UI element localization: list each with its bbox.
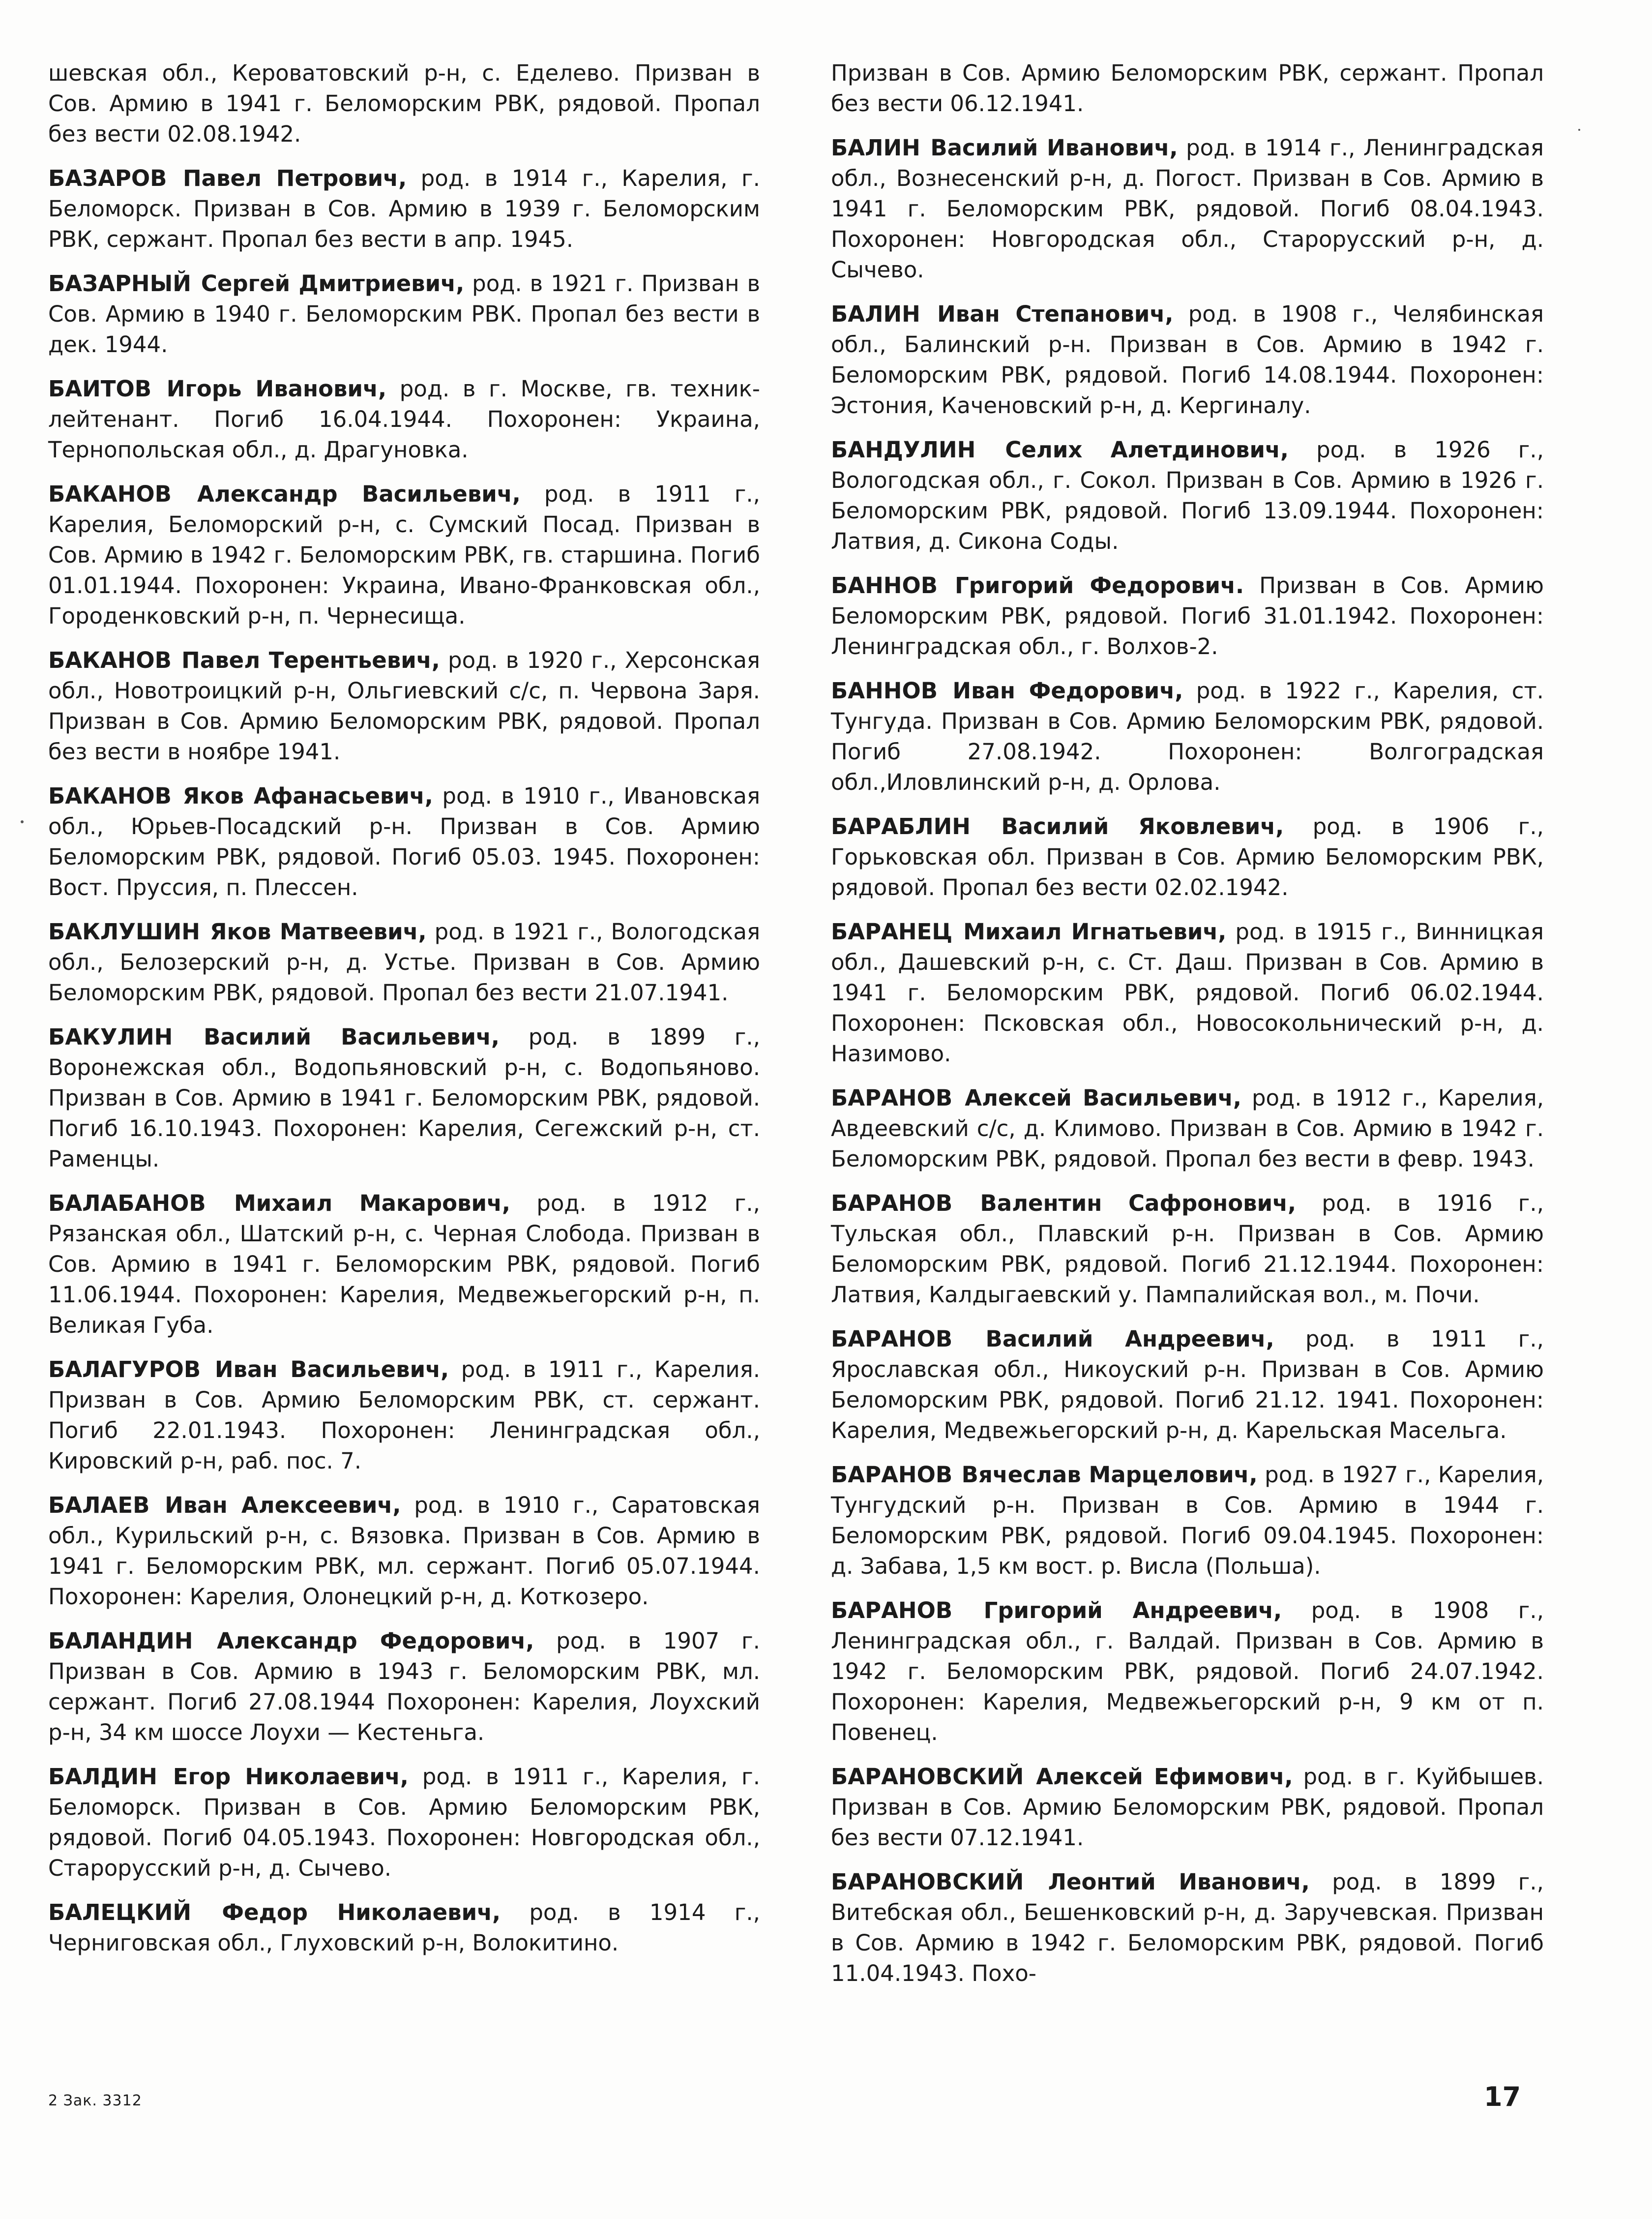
entry-surname: БАЛАНДИН [48,1628,193,1654]
entry-given-names: Сергей Дмитриевич, [201,270,465,297]
register-entry [831,299,1544,421]
entry-details: шевская обл., Кероватовский р-н, с. Еделево. Призван в Сов. Армию в 1941 г. Беломорским РВК, рядовой. Пропал без вести 02.08.1942. [48,60,760,147]
entry-given-names: Василий Андреевич, [985,1326,1274,1352]
register-entry [831,1595,1544,1748]
entry-surname: БАКУЛИН [48,1024,173,1050]
register-entry-continuation [48,58,760,150]
print-speck [21,820,24,823]
entry-details: род. в г. Куйбышев. Призван в Сов. Армию Беломорским РВК, рядовой. Пропал без вести 07.12.1941. [831,1764,1544,1851]
register-entry [831,1867,1544,1989]
register-entry [48,917,760,1008]
entry-details: род. в 1906 г., Горьковская обл. Призван в Сов. Армию Беломорским РВК, рядовой. Пропал без вести 02.02.1942. [831,813,1544,900]
entry-surname: БАРАНОВСКИЙ [831,1764,1024,1790]
entry-details: род. в 1908 г., Челябинская обл., Балинский р-н. Призван в Сов. Армию в 1942 г. Беломорским РВК, рядовой. Погиб 14.08.1944. Похоронен: Эстония, Каченовский р-н, д. Кергиналу. [831,301,1544,419]
entry-details: род. в 1911 г., Ярославская обл., Никоуский р-н. Призван в Сов. Армию Беломорским РВК, рядовой. Погиб 21.12. 1941. Похоронен: Карелия, Медвежьегорский р-н, д. Карельская Масельга. [831,1326,1544,1443]
register-entry [831,1083,1544,1174]
entry-given-names: Михаил Игнатьевич, [963,919,1227,945]
register-entry [48,645,760,767]
right-column [831,58,1544,2003]
entry-given-names: Леонтий Иванович, [1048,1869,1310,1895]
print-speck [1578,129,1580,131]
entry-given-names: Иван Алексеевич, [165,1492,401,1518]
entry-surname: БАЗАРОВ [48,165,167,191]
register-entry [831,811,1544,903]
entry-surname: БАРАНОВ [831,1462,953,1488]
register-entry [831,917,1544,1069]
register-entry [48,1762,760,1884]
left-column [48,58,760,1972]
entry-surname: БАРАНОВ [831,1597,953,1623]
entry-surname: БАННОВ [831,572,938,599]
entry-surname: БАЛЕЦКИЙ [48,1899,192,1925]
register-entry [831,570,1544,662]
register-entry [48,1897,760,1958]
entry-given-names: Александр Васильевич, [197,481,521,507]
entry-given-names: Яков Афанасьевич, [182,783,433,809]
register-entry [48,1354,760,1476]
entry-surname: БАКАНОВ [48,647,172,673]
entry-details: род. в 1908 г., Ленинградская обл., г. Валдай. Призван в Сов. Армию в 1942 г. Беломорским РВК, рядовой. Погиб 24.07.1942. Похоронен: Карелия, Медвежьегорский р-н, 9 км от п. Повенец. [831,1597,1544,1745]
entry-details: род. в 1911 г., Карелия, г. Беломорск. Призван в Сов. Армию Беломорским РВК, рядовой. Погиб 04.05.1943. Похоронен: Новгородская обл., Старорусский р-н, д. Сычево. [48,1764,760,1881]
entry-given-names: Павел Терентьевич, [181,647,440,673]
entry-surname: БАННОВ [831,678,938,704]
entry-given-names: Василий Яковлевич, [1001,813,1284,840]
register-entry [48,374,760,465]
entry-details: род. в 1911 г., Карелия. Призван в Сов. Армию Беломорским РВК, ст. сержант. Погиб 22.01.1943. Похоронен: Ленинградская обл., Кировский р-н, раб. пос. 7. [48,1356,760,1474]
entry-given-names: Вячеслав Марцелович, [961,1462,1258,1488]
entry-surname: БАКАНОВ [48,481,172,507]
entry-given-names: Селих Алетдинович, [1005,437,1289,463]
entry-details: род. в 1921 г. Призван в Сов. Армию в 1940 г. Беломорским РВК. Пропал без вести в дек. 1944. [48,270,761,358]
entry-given-names: Павел Петрович, [182,165,407,191]
register-entry [48,163,760,255]
entry-surname: БАЛАГУРОВ [48,1356,201,1382]
entry-details: род. в 1912 г., Рязанская обл., Шатский р-н, с. Черная Слобода. Призван в Сов. Армию в 1941 г. Беломорским РВК, рядовой. Погиб 11.06.1944. Похоронен: Карелия, Медвежьегорский р-н, п. Великая Губа. [48,1190,760,1338]
entry-given-names: Михаил Макарович, [234,1190,510,1216]
entry-surname: БАЛИН [831,301,920,327]
register-entry [831,1188,1544,1310]
entry-details: род. в 1907 г. Призван в Сов. Армию в 1943 г. Беломорским РВК, мл. сержант. Погиб 27.08.1944 Похоронен: Карелия, Лоухский р-н, 34 км шоссе Лоухи — Кестеньга. [48,1628,760,1745]
entry-details: род. в 1914 г., Ленинградская обл., Вознесенский р-н, д. Погост. Призван в Сов. Армию в 1941 г. Беломорским РВК, рядовой. Погиб 08.04.1943. Похоронен: Новгородская обл., Старорусский р-н, д. Сычево. [831,135,1544,283]
entry-given-names: Яков Матвеевич, [209,919,427,945]
register-entry [831,1460,1544,1582]
entry-details: род. в 1910 г., Ивановская обл., Юрьев-Посадский р-н. Призван в Сов. Армию Беломорским РВК, рядовой. Погиб 05.03. 1945. Похоронен: Вост. Пруссия, п. Плессен. [48,783,761,900]
entry-given-names: Алексей Ефимович, [1036,1764,1293,1790]
entry-given-names: Иван Федорович, [952,678,1183,704]
entry-surname: БАНДУЛИН [831,437,976,463]
entry-details: род. в 1911 г., Карелия, Беломорский р-н, с. Сумский Посад. Призван в Сов. Армию в 1942 г. Беломорским РВК, гв. старшина. Погиб 01.01.1944. Похоронен: Украина, Ивано-Франковская обл., Городенковский р-н, п. Чернесища. [48,481,760,629]
entry-details: род. в 1914 г., Карелия, г. Беломорск. Призван в Сов. Армию в 1939 г. Беломорским РВК, сержант. Пропал без вести в апр. 1945. [48,165,760,252]
entry-given-names: Алексей Васильевич, [965,1085,1241,1111]
entry-details: род. в 1916 г., Тульская обл., Плавский р-н. Призван в Сов. Армию Беломорским РВК, рядовой. Погиб 21.12.1944. Похоронен: Латвия, Калдыгаевский у. Пампалийская вол., м. Почи. [831,1190,1544,1308]
entry-details: род. в 1912 г., Карелия, Авдеевский с/с, д. Климово. Призван в Сов. Армию в 1942 г. Беломорским РВК, рядовой. Пропал без вести в февр. 1943. [831,1085,1544,1172]
entry-surname: БАИТОВ [48,376,152,402]
entry-surname: БАКАНОВ [48,783,172,809]
entry-given-names: Василий Иванович, [930,135,1178,161]
entry-surname: БАРАНОВ [831,1326,953,1352]
entry-surname: БАЛАЕВ [48,1492,150,1518]
register-entry-continuation [831,58,1544,119]
entry-given-names: Егор Николаевич, [173,1764,409,1790]
register-entry [48,1490,760,1612]
entry-surname: БАЛИН [831,135,920,161]
entry-details: род. в 1927 г., Карелия, Тунгудский р-н. Призван в Сов. Армию в 1944 г. Беломорским РВК, рядовой. Погиб 09.04.1945. Похоронен: д. Забава, 1,5 км вост. р. Висла (Польша). [831,1462,1544,1579]
entry-given-names: Федор Николаевич, [222,1899,501,1925]
entry-details: Призван в Сов. Армию Беломорским РВК, сержант. Пропал без вести 06.12.1941. [831,60,1544,117]
entry-surname: БАКЛУШИН [48,919,200,945]
entry-surname: БАЗАРНЫЙ [48,270,191,297]
entry-given-names: Иван Васильевич, [214,1356,449,1382]
register-entry [48,1022,760,1174]
entry-given-names: Григорий Федорович. [955,572,1244,599]
entry-details: Призван в Сов. Армию Беломорским РВК, рядовой. Погиб 31.01.1942. Похоронен: Ленинградская обл., г. Волхов-2. [831,572,1544,660]
entry-surname: БАРАБЛИН [831,813,971,840]
register-entry [48,269,760,360]
entry-surname: БАЛДИН [48,1764,157,1790]
register-entry [831,1762,1544,1853]
entry-surname: БАЛАБАНОВ [48,1190,206,1216]
entry-details: род. в 1899 г., Витебская обл., Бешенковский р-н, д. Заручевская. Призван в Сов. Армию в 1942 г. Беломорским РВК, рядовой. Погиб 11.04.1943. Похо- [831,1869,1544,1986]
register-entry [831,1324,1544,1446]
entry-details: род. в 1914 г., Черниговская обл., Глуховский р-н, Волокитино. [48,1899,760,1956]
entry-given-names: Валентин Сафронович, [980,1190,1297,1216]
entry-given-names: Василий Васильевич, [204,1024,500,1050]
register-entry [48,1188,760,1341]
entry-given-names: Иван Степанович, [937,301,1174,327]
entry-details: род. в 1920 г., Херсонская обл., Новотроицкий р-н, Ольгиевский с/с, п. Червона Заря. Призван в Сов. Армию Беломорским РВК, рядовой. Пропал без вести в ноябре 1941. [48,647,760,765]
entry-given-names: Игорь Иванович, [166,376,387,402]
signature-mark: 2 Зак. 3312 [48,2092,142,2109]
register-entry [48,781,760,903]
register-entry [48,1626,760,1748]
entry-details: род. в 1921 г., Вологодская обл., Белозерский р-н, д. Устье. Призван в Сов. Армию Беломорским РВК, рядовой. Пропал без вести 21.07.1941. [48,919,761,1006]
entry-details: род. в 1899 г., Воронежская обл., Водопьяновский р-н, с. Водопьяново. Призван в Сов. Армию в 1941 г. Беломорским РВК, рядовой. Погиб 16.10.1943. Похоронен: Карелия, Сегежский р-н, ст. Раменцы. [48,1024,761,1172]
register-entry [831,133,1544,285]
entry-details: род. в 1926 г., Вологодская обл., г. Сокол. Призван в Сов. Армию в 1926 г. Беломорским РВК, рядовой. Погиб 13.09.1944. Похоронен: Латвия, д. Сикона Соды. [831,437,1544,554]
entry-given-names: Григорий Андреевич, [983,1597,1282,1623]
page-number: 17 [1484,2081,1521,2112]
entry-surname: БАРАНОВ [831,1190,953,1216]
register-entry [831,676,1544,798]
register-entry [48,479,760,631]
entry-surname: БАРАНОВ [831,1085,953,1111]
entry-details: род. в 1910 г., Саратовская обл., Курильский р-н, с. Вязовка. Призван в Сов. Армию в 1941 г. Беломорским РВК, мл. сержант. Погиб 05.07.1944. Похоронен: Карелия, Олонецкий р-н, д. Коткозеро. [48,1492,760,1610]
entry-details: род. в 1922 г., Карелия, ст. Тунгуда. Призван в Сов. Армию Беломорским РВК, рядовой. Погиб 27.08.1942. Похоронен: Волгоградская обл.,Иловлинский р-н, д. Орлова. [831,678,1544,795]
entry-surname: БАРАНОВСКИЙ [831,1869,1024,1895]
entry-surname: БАРАНЕЦ [831,919,953,945]
entry-details: род. в г. Москве, гв. техник-лейтенант. Погиб 16.04.1944. Похоронен: Украина, Тернопольская обл., д. Драгуновка. [48,376,760,463]
entry-given-names: Александр Федорович, [217,1628,534,1654]
entry-details: род. в 1915 г., Винницкая обл., Дашевский р-н, с. Ст. Даш. Призван в Сов. Армию в 1941 г. Беломорским РВК, рядовой. Погиб 06.02.1944. Похоронен: Псковская обл., Новосокольнический р-н, д. Назимово. [831,919,1544,1067]
register-entry [831,435,1544,557]
